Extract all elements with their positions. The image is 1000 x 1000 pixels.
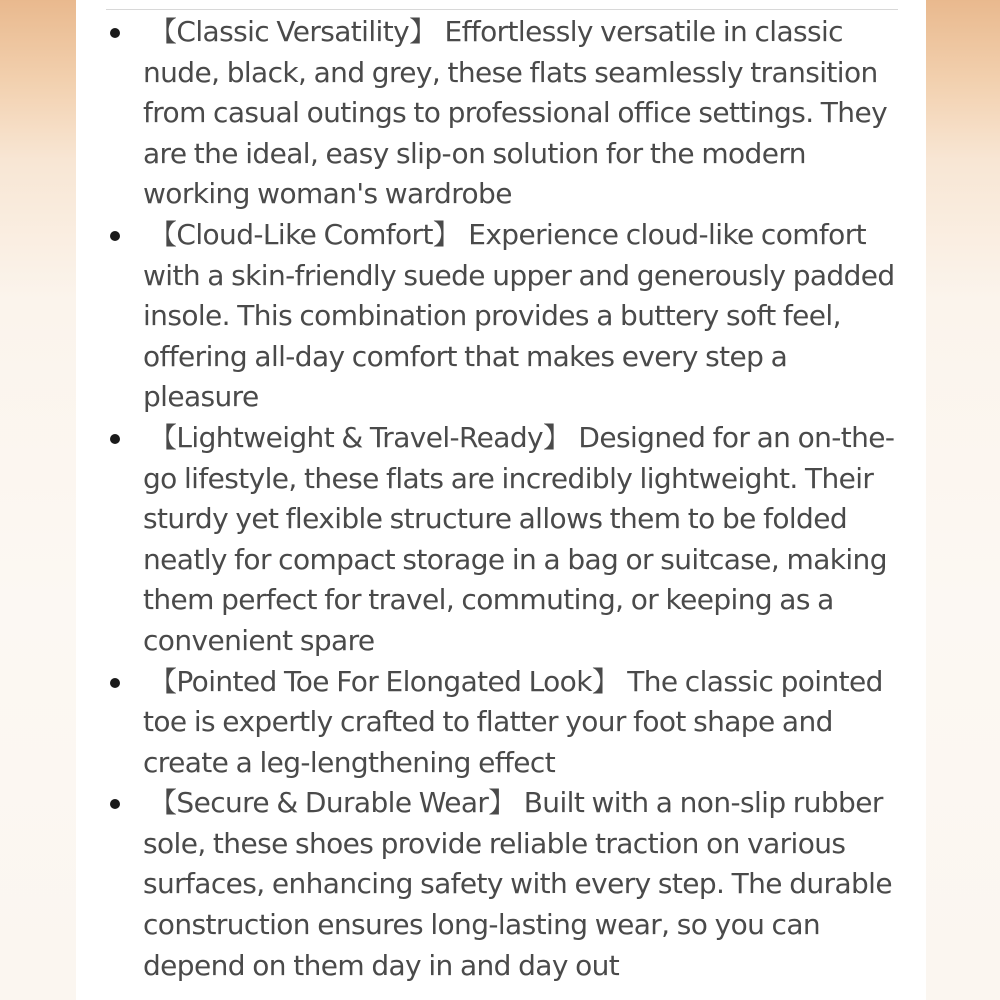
feature-list xyxy=(76,12,926,986)
feature-title: 【Classic Versatility】 xyxy=(149,15,437,48)
feature-item-pointed-toe xyxy=(76,662,926,784)
feature-text: Experience cloud-like comfort with a skin-friendly suede upper and generously padded insole. This combination provides a buttery soft feel, offering all-day comfort that makes every step a pleasure xyxy=(143,217,895,414)
bullet-icon xyxy=(110,678,120,688)
bullet-icon xyxy=(110,799,120,809)
feature-item-classic-versatility xyxy=(76,12,926,215)
feature-item-lightweight-travel-ready xyxy=(76,418,926,662)
feature-item-cloud-like-comfort xyxy=(76,215,926,418)
feature-text: The classic pointed toe is expertly crafted to flatter your foot shape and create a leg-lengthening effect xyxy=(143,664,883,779)
feature-title: 【Pointed Toe For Elongated Look】 xyxy=(149,664,620,698)
top-divider xyxy=(106,9,898,10)
feature-item-secure-durable-wear xyxy=(76,783,926,986)
feature-title: 【Cloud-Like Comfort】 xyxy=(149,217,461,251)
bullet-icon xyxy=(110,434,120,444)
description-panel xyxy=(76,0,926,1000)
feature-text: Effortlessly versatile in classic nude, black, and grey, these flats seamlessly transition from casual outings to professional office settings. They are the ideal, easy slip-on solution for the modern working woman's wardrobe xyxy=(143,15,888,211)
feature-title: 【Lightweight & Travel-Ready】 xyxy=(149,420,571,454)
bullet-icon xyxy=(110,28,120,38)
feature-text: Built with a non-slip rubber sole, these shoes provide reliable traction on various surfaces, enhancing safety with every step. The durable construction ensures long-lasting wear, so you can depend on them day in and day out xyxy=(143,786,892,982)
bullet-icon xyxy=(110,231,120,241)
feature-title: 【Secure & Durable Wear】 xyxy=(149,786,516,820)
feature-text: Designed for an on-the-go lifestyle, these flats are incredibly lightweight. Their sturdy yet flexible structure allows them to be folded neatly for compact storage in a bag or suitcase, making them perfect for travel, commuting, or keeping as a convenient spare xyxy=(143,420,895,657)
